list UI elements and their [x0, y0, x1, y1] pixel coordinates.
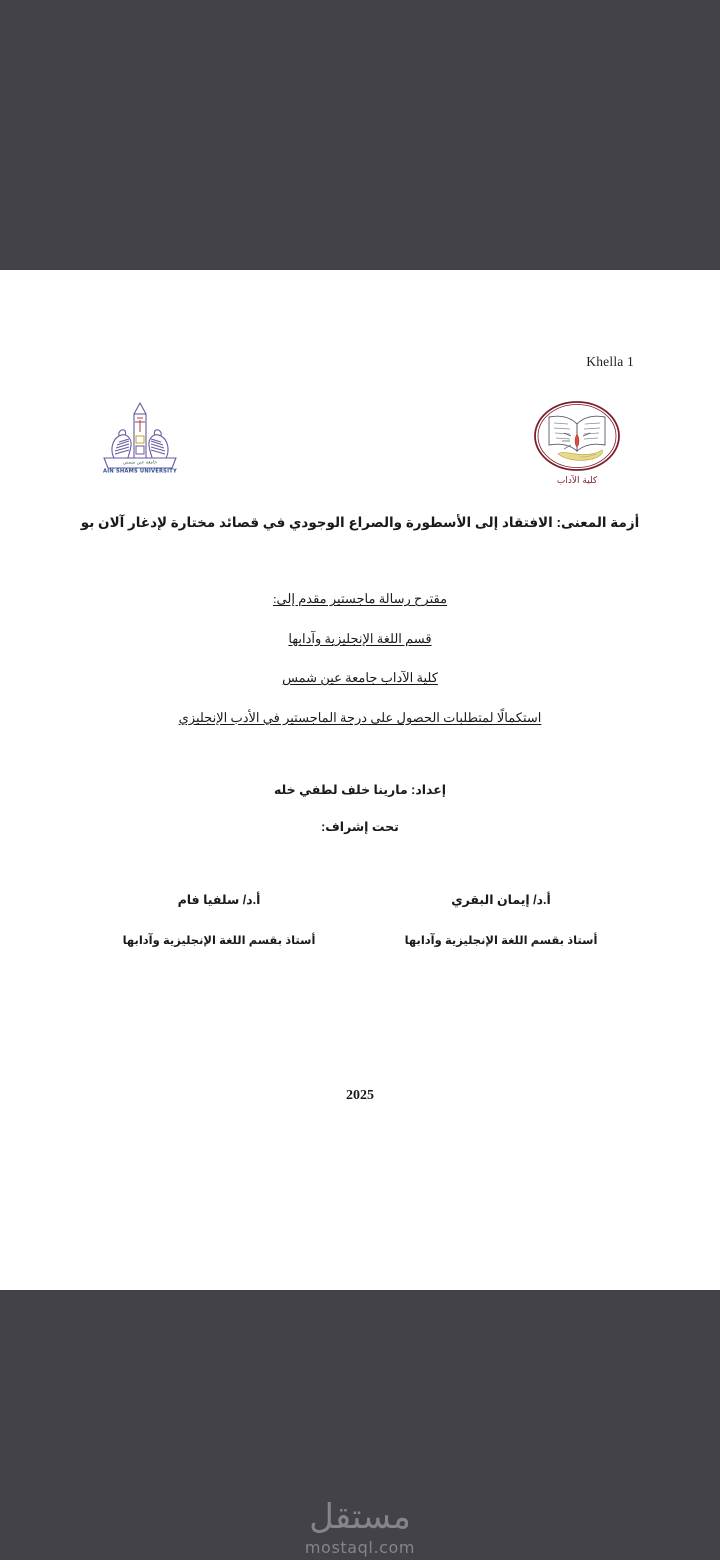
logo-row — [0, 398, 720, 484]
faculty-of-arts-logo — [518, 398, 636, 488]
submission-line-text: مقترح رسالة ماجستير مقدم إلى: — [272, 591, 448, 606]
supervisors-row — [0, 892, 720, 947]
watermark-arabic-text: مستقل — [309, 1497, 411, 1537]
running-header: Khella 1 — [586, 354, 634, 369]
submission-line — [0, 669, 720, 687]
author-name: إعداد: مارينا خلف لطفي خله — [273, 783, 447, 797]
author-block — [0, 782, 720, 856]
document-page — [0, 270, 720, 1290]
watermark-domain-text: mostaql.com — [304, 1537, 416, 1557]
supervisor-entry — [78, 892, 360, 947]
supervisor-role: أستاذ بقسم اللغة الإنجليزية وآدابها — [122, 935, 316, 947]
supervisor-role: أستاذ بقسم اللغة الإنجليزية وآدابها — [404, 935, 598, 947]
mostaql-watermark — [0, 1497, 720, 1557]
supervisor-name: أ.د/ سلفيا فام — [177, 893, 261, 907]
supervision-label: تحت إشراف: — [321, 820, 399, 834]
submission-block — [0, 590, 720, 748]
submission-line — [0, 630, 720, 648]
publication-year: 2025 — [346, 1088, 374, 1103]
svg-text:كلية الآداب: كلية الآداب — [556, 476, 598, 486]
submission-line-text: قسم اللغة الإنجليزية وآدابها — [288, 630, 432, 646]
submission-line-text: كلية الآداب جامعة عين شمس — [282, 670, 438, 686]
supervisor-name: أ.د/ إيمان البقري — [451, 893, 551, 907]
svg-text:جامعة عين شمس: جامعة عين شمس — [122, 460, 158, 466]
submission-line — [0, 590, 720, 608]
supervisor-entry — [360, 892, 642, 947]
submission-line — [0, 709, 720, 727]
svg-text:AIN SHAMS UNIVERSITY: AIN SHAMS UNIVERSITY — [103, 468, 177, 475]
ain-shams-university-logo — [88, 398, 192, 476]
submission-line-text: استكمالًا لمتطلبات الحصول على درجة الماجستير في الأدب الإنجليزي — [178, 709, 542, 725]
page-title: أزمة المعنى: الافتقاد إلى الأسطورة والصراع الوجودي في قصائد مختارة لإدغار آلان بو — [80, 515, 640, 530]
viewer-bottom-band — [0, 1290, 720, 1560]
viewer-top-band — [0, 0, 720, 270]
